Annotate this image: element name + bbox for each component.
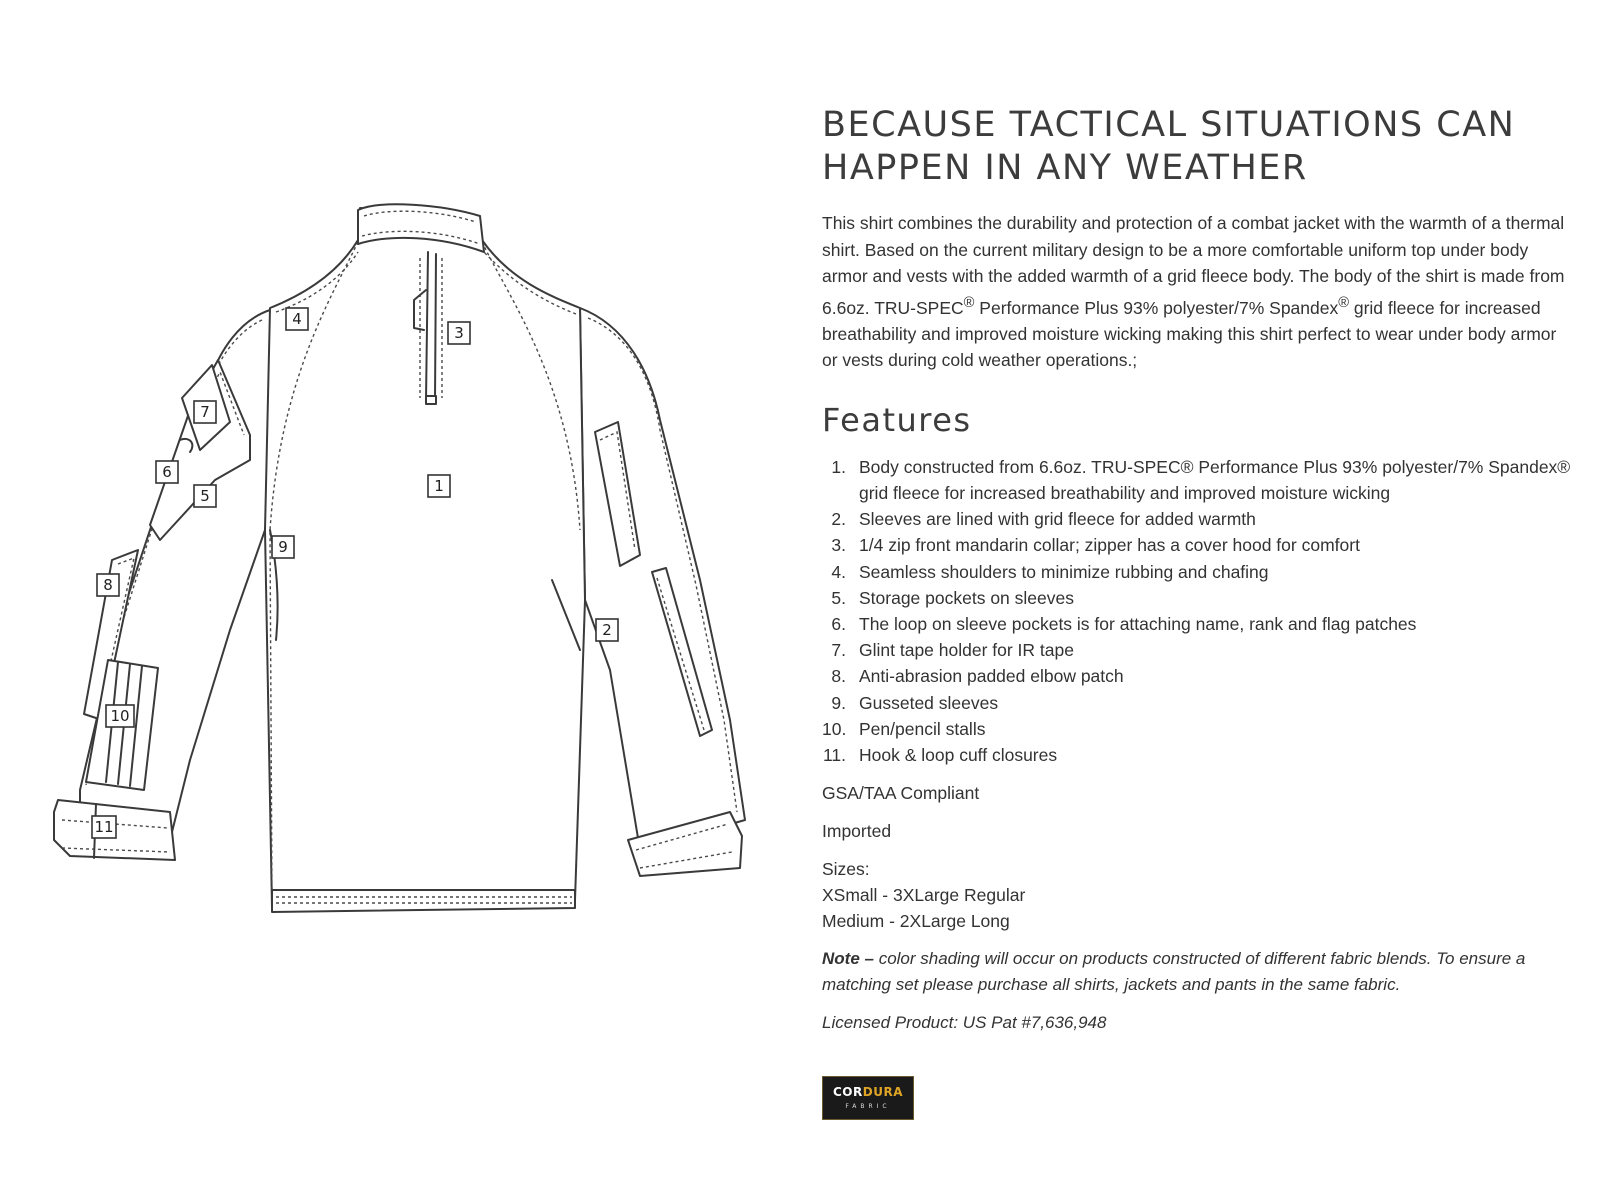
svg-text:6: 6 xyxy=(162,463,172,481)
feature-number: 3. xyxy=(831,535,846,556)
feature-number: 2. xyxy=(831,509,846,530)
feature-number: 5. xyxy=(831,587,846,608)
svg-text:11: 11 xyxy=(94,818,114,836)
svg-text:2: 2 xyxy=(602,621,612,639)
shirt-diagram xyxy=(40,200,780,960)
feature-text: Seamless shoulders to minimize rubbing and chafing xyxy=(859,561,1269,582)
feature-item xyxy=(822,690,1574,716)
feature-text: Sleeves are lined with grid fleece for added warmth xyxy=(859,509,1256,530)
intro-text-1: This shirt combines the durability and protection of a combat jacket with the warmth of a thermal shirt. Based on the current military design to be a more comfortable uniform top under body armor and vests with the added warmth of a grid fleece body. The body of the shirt is made from 6.6oz. TRU-SPEC xyxy=(822,213,1565,318)
sizes xyxy=(822,856,1574,934)
note-text: color shading will occur on products constructed of different fabric blends. To ensure a matching set please purchase all shirts, jackets and pants in the same fabric. xyxy=(822,949,1526,995)
feature-number: 8. xyxy=(831,666,846,687)
feature-item xyxy=(822,637,1574,663)
feature-text: Anti-abrasion padded elbow patch xyxy=(859,666,1124,687)
registered-mark: ® xyxy=(1338,294,1349,311)
headline: BECAUSE TACTICAL SITUATIONS CAN HAPPEN IN ANY WEATHER xyxy=(822,105,1516,188)
feature-item xyxy=(822,611,1574,637)
registered-mark: ® xyxy=(963,294,975,311)
feature-item xyxy=(822,585,1574,611)
svg-text:1: 1 xyxy=(434,477,444,495)
feature-number: 9. xyxy=(831,692,846,713)
feature-text: Storage pockets on sleeves xyxy=(859,587,1074,608)
svg-text:8: 8 xyxy=(103,576,113,594)
callout-3 xyxy=(448,322,470,344)
callout-11 xyxy=(92,816,116,838)
feature-number: 4. xyxy=(831,561,846,582)
feature-item xyxy=(822,506,1574,532)
feature-number: 7. xyxy=(831,640,846,661)
origin: Imported xyxy=(822,821,892,842)
svg-text:5: 5 xyxy=(200,487,210,505)
svg-text:3: 3 xyxy=(454,324,464,342)
note xyxy=(822,946,1574,998)
license: Licensed Product: US Pat #7,636,948 xyxy=(822,1013,1107,1033)
feature-item xyxy=(822,532,1574,558)
sizes-label: Sizes: xyxy=(822,859,870,880)
feature-text: Glint tape holder for IR tape xyxy=(859,640,1074,661)
callout-10 xyxy=(106,705,134,727)
intro-paragraph xyxy=(822,210,1574,374)
feature-item xyxy=(822,742,1574,768)
feature-number: 6. xyxy=(831,614,846,635)
callout-5 xyxy=(194,485,216,507)
compliance: GSA/TAA Compliant xyxy=(822,783,980,804)
svg-text:10: 10 xyxy=(110,707,130,725)
callout-1 xyxy=(428,475,450,497)
features-title: Features xyxy=(822,400,972,439)
note-label: Note – xyxy=(822,949,874,969)
svg-text:4: 4 xyxy=(292,310,302,328)
svg-text:9: 9 xyxy=(278,538,288,556)
product-description xyxy=(822,104,1574,1120)
callout-9 xyxy=(272,536,294,558)
cordura-logo xyxy=(822,1076,914,1120)
logo-subtitle: FABRIC xyxy=(845,1103,891,1111)
feature-text: 1/4 zip front mandarin collar; zipper has a cover hood for comfort xyxy=(859,535,1360,556)
size-range: XSmall - 3XLarge Regular xyxy=(822,885,1026,906)
feature-item xyxy=(822,663,1574,689)
feature-text: The loop on sleeve pockets is for attaching name, rank and flag patches xyxy=(859,614,1417,635)
intro-text-3: grid fleece for increased breathability and improved moisture wicking making this shirt perfect to wear under body armor or vests during cold weather operations.; xyxy=(822,297,1557,371)
intro-text-2: Performance Plus 93% polyester/7% Spandex xyxy=(974,297,1339,318)
feature-item xyxy=(822,559,1574,585)
feature-text: Hook & loop cuff closures xyxy=(859,745,1058,766)
feature-item xyxy=(822,716,1574,742)
callout-6 xyxy=(156,461,178,483)
callout-8 xyxy=(97,574,119,596)
feature-number: 11. xyxy=(822,745,846,766)
callout-7 xyxy=(194,401,216,423)
size-range: Medium - 2XLarge Long xyxy=(822,911,1010,932)
shirt-line-drawing xyxy=(40,200,780,960)
feature-text: Pen/pencil stalls xyxy=(859,718,986,739)
logo-brand: CORDURA xyxy=(833,1085,903,1100)
callout-4 xyxy=(286,308,308,330)
callout-2 xyxy=(596,619,618,641)
feature-text: Gusseted sleeves xyxy=(859,692,999,713)
feature-number: 1. xyxy=(831,456,846,477)
feature-number: 10. xyxy=(822,718,847,739)
feature-text: Body constructed from 6.6oz. TRU-SPEC® Performance Plus 93% polyester/7% Spandex® grid fleece for increased breathability and improved moisture wicking xyxy=(859,456,1571,504)
svg-text:7: 7 xyxy=(200,403,210,421)
feature-item xyxy=(822,454,1574,506)
features-list xyxy=(822,454,1574,768)
